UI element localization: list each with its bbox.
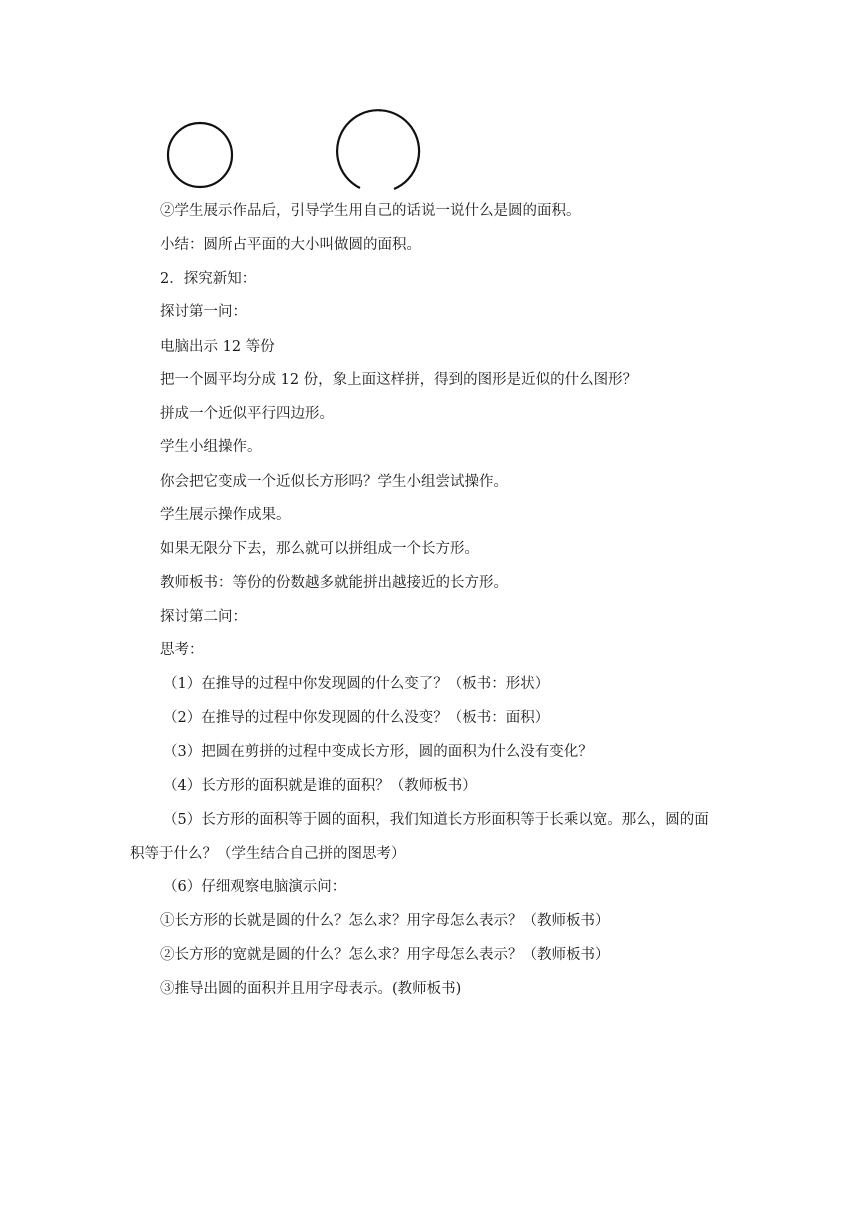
- text-line-21: （6）仔细观察电脑演示问：: [163, 879, 347, 895]
- text-line-17: （3）把圆在剪拼的过程中变成长方形，圆的面积为什么没有变化？: [163, 744, 593, 760]
- text-line-8: 学生小组操作。: [160, 439, 262, 455]
- text-line-1: ②学生展示作品后，引导学生用自己的话说一说什么是圆的面积。: [160, 203, 581, 219]
- text-line-23: ②长方形的宽就是圆的什么？怎么求？用字母怎么表示？（教师板书）: [160, 947, 610, 963]
- text-line-20: 积等于什么？（学生结合自己拼的图思考）: [130, 846, 406, 862]
- text-line-19: （5）长方形的面积等于圆的面积，我们知道长方形面积等于长乘以宽。那么，圆的面: [163, 812, 709, 828]
- text-line-6: 把一个圆平均分成 12 份，象上面这样拼，得到的图形是近似的什么图形？: [160, 372, 638, 388]
- text-line-16: （2）在推导的过程中你发现圆的什么没变？（板书：面积）: [163, 710, 550, 726]
- text-line-2: 小结：圆所占平面的大小叫做圆的面积。: [160, 237, 421, 253]
- large-circle: [337, 110, 419, 189]
- text-line-7: 拼成一个近似平行四边形。: [160, 406, 334, 422]
- text-line-10: 学生展示操作成果。: [160, 507, 291, 523]
- text-line-4: 探讨第一问：: [160, 304, 247, 320]
- text-line-5: 电脑出示 12 等份: [160, 339, 275, 355]
- circles-illustration: [0, 0, 860, 200]
- text-line-18: （4）长方形的面积就是谁的面积？（教师板书）: [163, 778, 477, 794]
- text-line-9: 你会把它变成一个近似长方形吗？学生小组尝试操作。: [160, 474, 508, 490]
- text-line-22: ①长方形的长就是圆的什么？怎么求？用字母怎么表示？（教师板书）: [160, 913, 610, 929]
- text-line-24: ③推导出圆的面积并且用字母表示。(教师板书): [160, 981, 462, 997]
- text-line-13: 探讨第二问：: [160, 609, 247, 625]
- text-line-15: （1）在推导的过程中你发现圆的什么变了？（板书：形状）: [163, 676, 550, 692]
- text-line-11: 如果无限分下去，那么就可以拼组成一个长方形。: [160, 541, 479, 557]
- text-line-14: 思考：: [160, 642, 204, 658]
- text-line-3: 2．探究新知：: [160, 271, 257, 287]
- small-circle: [168, 123, 232, 187]
- text-line-12: 教师板书：等份的份数越多就能拼出越接近的长方形。: [160, 575, 508, 591]
- circles-figure: [0, 0, 860, 200]
